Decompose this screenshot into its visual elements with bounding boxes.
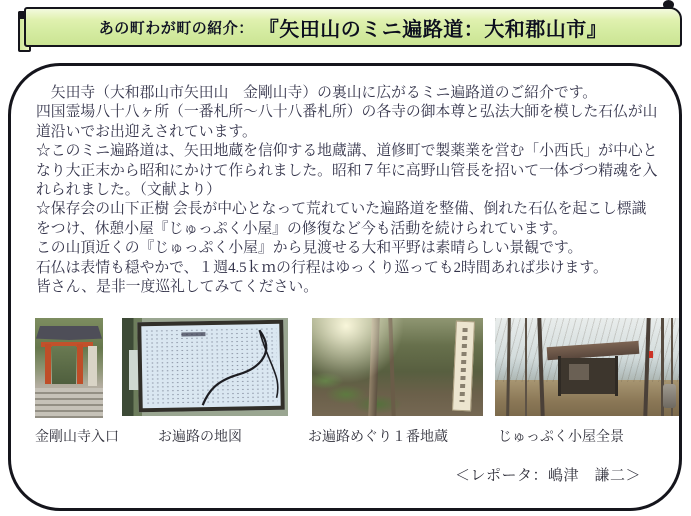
page-title-main: 『矢田山のミニ遍路道：大和郡山市』 xyxy=(258,18,608,41)
photo-caption: 金剛山寺入口 xyxy=(35,430,119,445)
body-line: なり大正末から昭和にかけて作られました。昭和７年に高野山管長を招いて一体づつ精魂を入 xyxy=(36,162,658,179)
page-title-prefix: あの町わが町の紹介： xyxy=(98,19,254,37)
body-line: れられました。（文献より） xyxy=(36,182,221,199)
hut-body xyxy=(561,358,615,394)
photo-caption: お遍路の地図 xyxy=(158,430,242,445)
hut-post xyxy=(615,356,618,396)
hut-post xyxy=(558,356,561,396)
stone-pillar xyxy=(88,346,97,386)
article-body xyxy=(36,84,666,297)
body-line: 四国霊場八十八ヶ所（一番札所～八十八番札所）の各寺の御本尊と弘法大師を模した石仏が山 xyxy=(36,104,658,121)
gate-pillar xyxy=(45,344,51,384)
gate-pillar xyxy=(77,344,83,384)
body-line: をつけ、休憩小屋『じゅっぷく小屋』の修復など今も活動を続けられています。 xyxy=(36,220,567,237)
body-line: ☆保存会の山下正樹 会長が中心となって荒れていた遍路道を整備、倒れた石仏を起こし標識 xyxy=(36,201,647,218)
gate-roof xyxy=(36,326,102,340)
photo-caption: お遍路めぐり１番地蔵 xyxy=(308,430,448,445)
stone-statue xyxy=(663,384,676,408)
wooden-sign-post xyxy=(452,321,475,412)
body-line: 道沿いでお出迎えされています。 xyxy=(36,123,257,140)
title-banner xyxy=(24,7,682,47)
reporter-credit: ＜レポータ：嶋津 謙二＞ xyxy=(455,468,642,484)
photo-pilgrimage-map xyxy=(122,318,288,416)
bare-tree xyxy=(525,318,527,416)
photo-kongosanji-entrance xyxy=(35,318,103,418)
body-line: 石仏は表情も穏やかで、１週4.5ｋｍの行程はゆっくり巡っても2時間あれば歩けます。 xyxy=(36,259,608,276)
body-line: ☆このミニ遍路道は、矢田地蔵を信仰する地蔵講、道修町で製薬業を営む「小西氏」が中心と xyxy=(36,143,658,160)
map-route-line xyxy=(141,324,288,416)
banner-scroll-right-roll xyxy=(663,0,674,9)
photo-first-jizo xyxy=(312,318,483,416)
body-line: 矢田寺（大和郡山市矢田山 金剛山寺）の裏山に広がるミニ遍路道のご紹介です。 xyxy=(36,85,598,101)
body-line: この山頂近くの『じゅっぷく小屋』から見渡せる大和平野は素晴らしい景観です。 xyxy=(36,240,583,257)
body-line: 皆さん、是非一度巡礼してみてください。 xyxy=(36,279,319,296)
photo-juppuku-hut xyxy=(495,318,679,416)
stone-steps xyxy=(35,388,103,418)
photo-caption: じゅっぷく小屋全景 xyxy=(498,430,624,445)
red-trail-marker xyxy=(649,351,653,358)
gate-opening xyxy=(52,346,76,384)
map-signboard xyxy=(137,320,285,413)
